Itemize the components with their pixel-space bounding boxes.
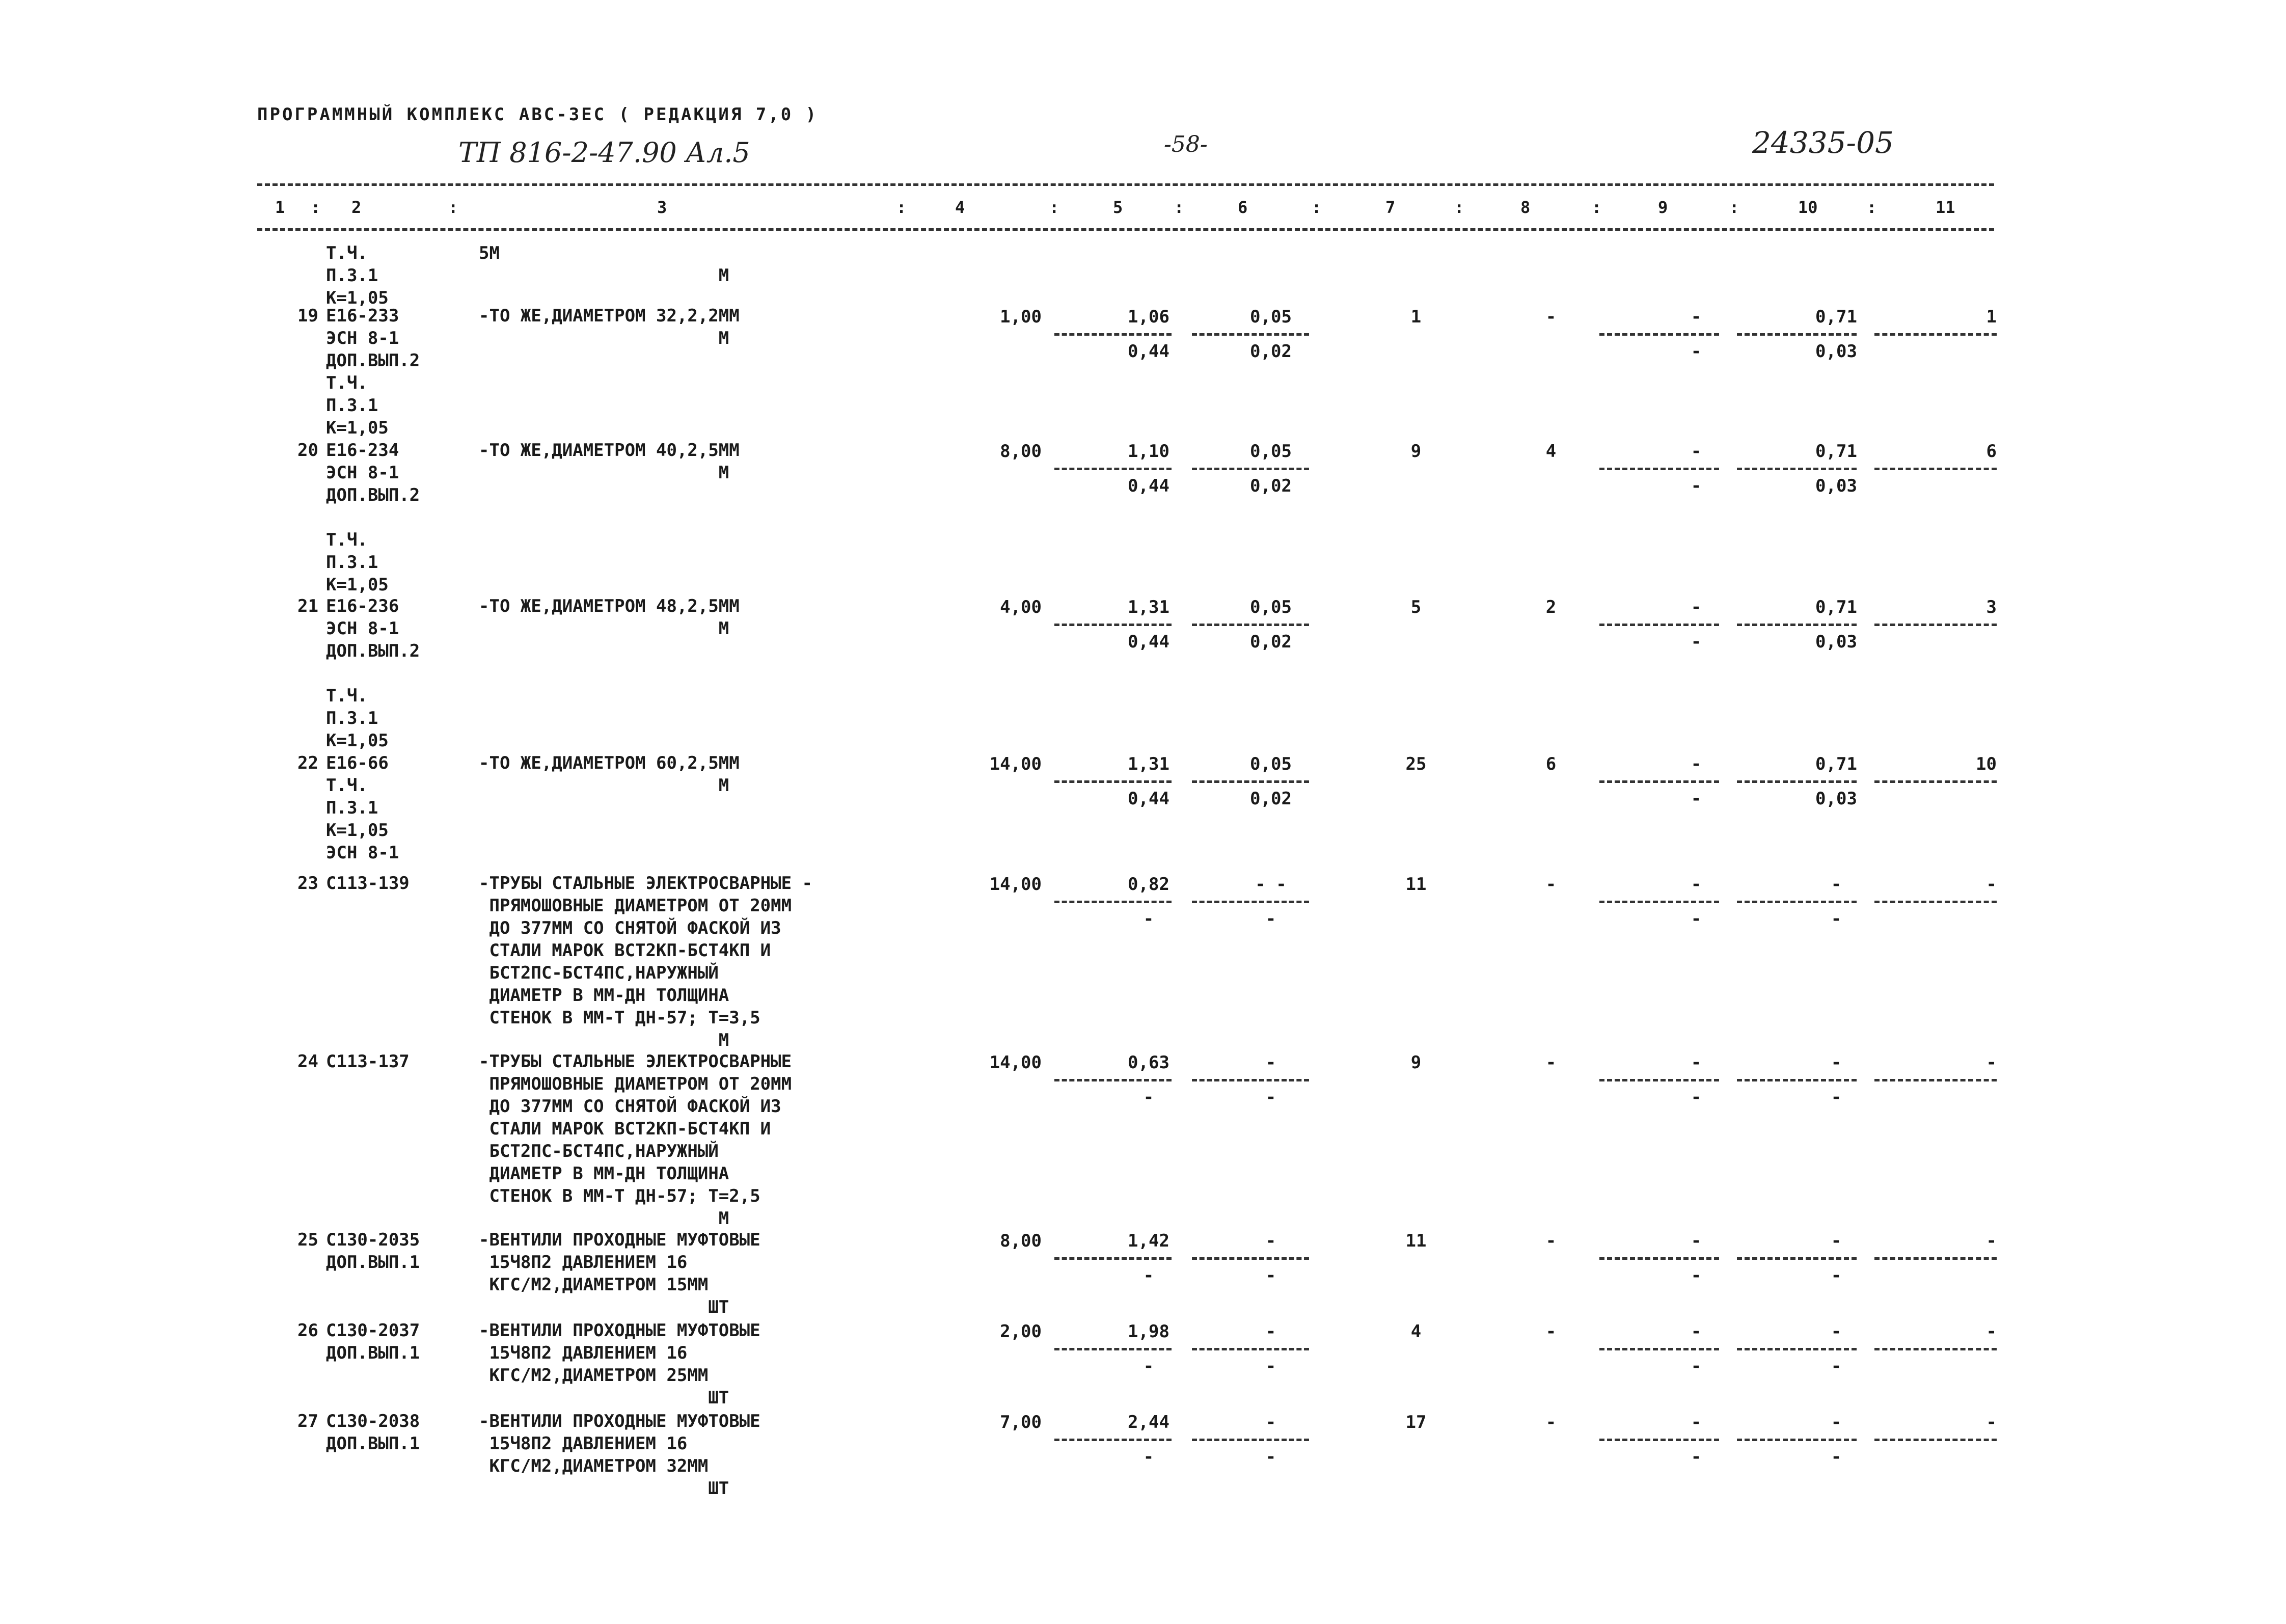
- cell-col11: 3: [1986, 597, 1997, 617]
- fraction-line: [1874, 468, 1997, 470]
- cell-col9-lower: -: [1691, 1447, 1702, 1467]
- cell-col4: 7,00: [1000, 1412, 1042, 1432]
- fraction-line: [1054, 1439, 1172, 1441]
- cell-col11: 1: [1986, 307, 1997, 327]
- fraction-line: [1737, 1079, 1857, 1081]
- cell-col10-lower: 0,03: [1815, 632, 1857, 652]
- cell-col7: 5: [1410, 597, 1422, 617]
- cell-col8: -: [1545, 307, 1557, 327]
- cell-col10: -: [1831, 1231, 1842, 1251]
- fraction-line: [1054, 1257, 1172, 1260]
- fraction-line: [1599, 1079, 1719, 1081]
- row-description: -ВЕНТИЛИ ПРОХОДНЫЕ МУФТОВЫЕ 15Ч8П2 ДАВЛЕНИЕМ 16 КГС/М2,ДИАМЕТРОМ 25ММ ШТ: [479, 1320, 760, 1408]
- fraction-line: [1054, 1348, 1172, 1350]
- row-number: 21: [297, 596, 318, 616]
- program-header: ПРОГРАММНЫЙ КОМПЛЕКС АВС-3ЕС ( РЕДАКЦИЯ 7,0 ): [257, 104, 819, 125]
- cell-col11: 6: [1986, 441, 1997, 462]
- cell-col5-lower: 0,44: [1128, 632, 1169, 652]
- cell-col9-lower: -: [1691, 789, 1702, 809]
- cell-col10-lower: -: [1831, 909, 1842, 929]
- cell-col10-lower: -: [1831, 1087, 1842, 1107]
- cell-col10: -: [1831, 874, 1842, 895]
- row-number: 24: [297, 1051, 318, 1072]
- row-code: С130-2038 ДОП.ВЫП.1: [326, 1411, 420, 1454]
- column-header-6: 6: [1238, 198, 1248, 217]
- row-code: Т.Ч. П.3.1 К=1,05: [326, 243, 389, 308]
- cell-col7: 11: [1405, 1231, 1427, 1251]
- page-number: -58-: [1164, 131, 1208, 157]
- cell-col6: -: [1265, 1321, 1276, 1342]
- column-header-8: 8: [1520, 198, 1531, 217]
- cell-col6-lower: 0,02: [1250, 632, 1292, 652]
- cell-col5: 0,82: [1128, 874, 1169, 895]
- cell-col6: -: [1265, 1412, 1276, 1432]
- row-description: -ВЕНТИЛИ ПРОХОДНЫЕ МУФТОВЫЕ 15Ч8П2 ДАВЛЕНИЕМ 16 КГС/М2,ДИАМЕТРОМ 15ММ ШТ: [479, 1230, 760, 1317]
- column-header-11: 11: [1936, 198, 1955, 217]
- cell-col6: -: [1265, 1231, 1276, 1251]
- fraction-line: [1599, 1257, 1719, 1260]
- row-code: С113-137: [326, 1051, 410, 1072]
- cell-col9: -: [1691, 307, 1702, 327]
- fraction-line: [1192, 901, 1309, 903]
- fraction-line: [1192, 780, 1309, 783]
- fraction-line: [1599, 333, 1719, 336]
- fraction-line: [1737, 901, 1857, 903]
- cell-col10: 0,71: [1815, 441, 1857, 462]
- cell-col7: 4: [1410, 1321, 1422, 1342]
- fraction-line: [1737, 1348, 1857, 1350]
- row-description: -ВЕНТИЛИ ПРОХОДНЫЕ МУФТОВЫЕ 15Ч8П2 ДАВЛЕНИЕМ 16 КГС/М2,ДИАМЕТРОМ 32ММ ШТ: [479, 1411, 760, 1499]
- cell-col4: 14,00: [989, 754, 1042, 774]
- cell-col9: -: [1691, 597, 1702, 617]
- fraction-line: [1192, 333, 1309, 336]
- document-number: 24335-05: [1752, 125, 1894, 160]
- cell-col6-lower: -: [1265, 1087, 1276, 1107]
- top-rule: [257, 183, 1994, 186]
- cell-col8: -: [1545, 1412, 1557, 1432]
- cell-col5: 2,44: [1128, 1412, 1169, 1432]
- cell-col6: -: [1265, 1052, 1276, 1073]
- cell-col9-lower: -: [1691, 1087, 1702, 1107]
- row-description: -ТРУБЫ СТАЛЬНЫЕ ЭЛЕКТРОСВАРНЫЕ ПРЯМОШОВНЫЕ ДИАМЕТРОМ ОТ 20ММ ДО 377ММ СО СНЯТОЙ ФАСКОЙ ИЗ СТАЛИ МАРОК ВСТ2КП-БСТ4КП И БСТ2ПС-БСТ4ПС,НАРУЖНЫЙ ДИАМЕТР В ММ-ДН ТОЛЩИНА СТЕНОК В ММ-Т ДН-57; Т=2,5 М: [479, 1051, 792, 1229]
- cell-col9-lower: -: [1691, 632, 1702, 652]
- column-header-4: 4: [955, 198, 965, 217]
- cell-col6: - -: [1255, 874, 1287, 895]
- cell-col11: -: [1986, 1052, 1997, 1073]
- fraction-line: [1599, 1348, 1719, 1350]
- fraction-line: [1599, 901, 1719, 903]
- cell-col8: -: [1545, 1231, 1557, 1251]
- cell-col10: -: [1831, 1321, 1842, 1342]
- cell-col10: 0,71: [1815, 307, 1857, 327]
- column-separator: :: [1867, 198, 1877, 217]
- header-rule: [257, 228, 1994, 231]
- cell-col8: -: [1545, 1321, 1557, 1342]
- fraction-line: [1054, 901, 1172, 903]
- cell-col5: 0,63: [1128, 1052, 1169, 1073]
- cell-col6: 0,05: [1250, 754, 1292, 774]
- cell-col10: -: [1831, 1052, 1842, 1073]
- column-separator: :: [311, 198, 321, 217]
- cell-col7: 11: [1405, 874, 1427, 895]
- column-separator: :: [896, 198, 907, 217]
- cell-col5: 1,31: [1128, 754, 1169, 774]
- cell-col9: -: [1691, 874, 1702, 895]
- fraction-line: [1054, 333, 1172, 336]
- fraction-line: [1599, 780, 1719, 783]
- cell-col4: 8,00: [1000, 1231, 1042, 1251]
- cell-col6-lower: 0,02: [1250, 341, 1292, 362]
- cell-col5: 1,42: [1128, 1231, 1169, 1251]
- fraction-line: [1737, 333, 1857, 336]
- row-description: -ТО ЖЕ,ДИАМЕТРОМ 32,2,2ММ М: [479, 306, 740, 348]
- fraction-line: [1599, 624, 1719, 626]
- fraction-line: [1874, 1079, 1997, 1081]
- cell-col10-lower: 0,03: [1815, 341, 1857, 362]
- cell-col11: -: [1986, 1321, 1997, 1342]
- cell-col10: 0,71: [1815, 754, 1857, 774]
- fraction-line: [1874, 780, 1997, 783]
- cell-col6-lower: 0,02: [1250, 476, 1292, 496]
- fraction-line: [1737, 468, 1857, 470]
- cell-col5-lower: -: [1143, 1265, 1154, 1286]
- fraction-line: [1192, 1257, 1309, 1260]
- fraction-line: [1054, 1079, 1172, 1081]
- row-code: Е16-236 ЭСН 8-1 ДОП.ВЫП.2 Т.Ч. П.3.1 К=1,05: [326, 596, 420, 751]
- column-separator: :: [1049, 198, 1059, 217]
- row-code: С113-139: [326, 873, 410, 894]
- cell-col5-lower: 0,44: [1128, 789, 1169, 809]
- cell-col5: 1,98: [1128, 1321, 1169, 1342]
- cell-col5-lower: 0,44: [1128, 476, 1169, 496]
- cell-col7: 1: [1410, 307, 1422, 327]
- column-separator: :: [1729, 198, 1739, 217]
- cell-col8: -: [1545, 874, 1557, 895]
- cell-col9: -: [1691, 1412, 1702, 1432]
- cell-col4: 14,00: [989, 1052, 1042, 1073]
- fraction-line: [1192, 1079, 1309, 1081]
- cell-col8: -: [1545, 1052, 1557, 1073]
- row-description: -ТО ЖЕ,ДИАМЕТРОМ 60,2,5ММ М: [479, 753, 740, 796]
- fraction-line: [1874, 1439, 1997, 1441]
- row-number: 20: [297, 440, 318, 461]
- cell-col6-lower: -: [1265, 909, 1276, 929]
- cell-col6: 0,05: [1250, 307, 1292, 327]
- cell-col5-lower: -: [1143, 1356, 1154, 1376]
- cell-col5-lower: -: [1143, 1087, 1154, 1107]
- cell-col9: -: [1691, 754, 1702, 774]
- fraction-line: [1874, 624, 1997, 626]
- fraction-line: [1054, 624, 1172, 626]
- cell-col4: 14,00: [989, 874, 1042, 895]
- fraction-line: [1054, 468, 1172, 470]
- cell-col10: 0,71: [1815, 597, 1857, 617]
- cell-col6-lower: -: [1265, 1356, 1276, 1376]
- column-header-5: 5: [1113, 198, 1123, 217]
- fraction-line: [1599, 468, 1719, 470]
- cell-col9-lower: -: [1691, 1265, 1702, 1286]
- cell-col7: 9: [1410, 1052, 1422, 1073]
- cell-col5: 1,10: [1128, 441, 1169, 462]
- fraction-line: [1192, 468, 1309, 470]
- cell-col6: 0,05: [1250, 441, 1292, 462]
- column-separator: :: [1312, 198, 1322, 217]
- fraction-line: [1737, 1439, 1857, 1441]
- cell-col7: 9: [1410, 441, 1422, 462]
- fraction-line: [1737, 780, 1857, 783]
- fraction-line: [1874, 333, 1997, 336]
- row-number: 26: [297, 1320, 318, 1341]
- row-number: 27: [297, 1411, 318, 1431]
- cell-col10-lower: 0,03: [1815, 476, 1857, 496]
- column-separator: :: [1174, 198, 1184, 217]
- row-description: -ТРУБЫ СТАЛЬНЫЕ ЭЛЕКТРОСВАРНЫЕ - ПРЯМОШОВНЫЕ ДИАМЕТРОМ ОТ 20ММ ДО 377ММ СО СНЯТОЙ ФАСКОЙ ИЗ СТАЛИ МАРОК ВСТ2КП-БСТ4КП И БСТ2ПС-БСТ4ПС,НАРУЖНЫЙ ДИАМЕТР В ММ-ДН ТОЛЩИНА СТЕНОК В ММ-Т ДН-57; Т=3,5 М: [479, 873, 813, 1050]
- cell-col10-lower: -: [1831, 1265, 1842, 1286]
- column-header-3: 3: [657, 198, 667, 217]
- fraction-line: [1874, 901, 1997, 903]
- column-header-2: 2: [351, 198, 362, 217]
- fraction-line: [1737, 624, 1857, 626]
- cell-col7: 25: [1405, 754, 1427, 774]
- fraction-line: [1874, 1257, 1997, 1260]
- column-separator: :: [448, 198, 458, 217]
- column-separator: :: [1592, 198, 1602, 217]
- cell-col8: 2: [1545, 597, 1557, 617]
- cell-col5-lower: 0,44: [1128, 341, 1169, 362]
- row-code: С130-2037 ДОП.ВЫП.1: [326, 1320, 420, 1363]
- cell-col9: -: [1691, 1231, 1702, 1251]
- row-code: Е16-66 Т.Ч. П.3.1 К=1,05 ЭСН 8-1: [326, 753, 399, 863]
- cell-col9: -: [1691, 441, 1702, 462]
- row-code: Е16-234 ЭСН 8-1 ДОП.ВЫП.2 Т.Ч. П.3.1 К=1,05: [326, 440, 420, 595]
- cell-col10-lower: -: [1831, 1356, 1842, 1376]
- column-header-10: 10: [1798, 198, 1818, 217]
- cell-col11: -: [1986, 1412, 1997, 1432]
- fraction-line: [1874, 1348, 1997, 1350]
- cell-col4: 2,00: [1000, 1321, 1042, 1342]
- cell-col7: 17: [1405, 1412, 1427, 1432]
- cell-col10-lower: 0,03: [1815, 789, 1857, 809]
- fraction-line: [1737, 1257, 1857, 1260]
- cell-col8: 6: [1545, 754, 1557, 774]
- row-code: С130-2035 ДОП.ВЫП.1: [326, 1230, 420, 1273]
- fraction-line: [1054, 780, 1172, 783]
- row-number: 25: [297, 1230, 318, 1250]
- fraction-line: [1192, 1348, 1309, 1350]
- row-number: 19: [297, 306, 318, 326]
- cell-col9-lower: -: [1691, 1356, 1702, 1376]
- cell-col4: 4,00: [1000, 597, 1042, 617]
- row-description: -ТО ЖЕ,ДИАМЕТРОМ 40,2,5ММ М: [479, 440, 740, 483]
- cell-col10-lower: -: [1831, 1447, 1842, 1467]
- cell-col6-lower: -: [1265, 1265, 1276, 1286]
- cell-col5: 1,06: [1128, 307, 1169, 327]
- cell-col4: 8,00: [1000, 441, 1042, 462]
- row-description: 5М М: [479, 243, 729, 286]
- cell-col10: -: [1831, 1412, 1842, 1432]
- cell-col11: -: [1986, 1231, 1997, 1251]
- document-code: ТП 816-2-47.90 Ал.5: [458, 137, 750, 169]
- fraction-line: [1599, 1439, 1719, 1441]
- row-description: -ТО ЖЕ,ДИАМЕТРОМ 48,2,5ММ М: [479, 596, 740, 639]
- cell-col6-lower: -: [1265, 1447, 1276, 1467]
- column-separator: :: [1454, 198, 1464, 217]
- fraction-line: [1192, 1439, 1309, 1441]
- row-number: 23: [297, 873, 318, 894]
- row-code: Е16-233 ЭСН 8-1 ДОП.ВЫП.2 Т.Ч. П.3.1 К=1,05: [326, 306, 420, 438]
- cell-col5: 1,31: [1128, 597, 1169, 617]
- cell-col5-lower: -: [1143, 909, 1154, 929]
- column-header-7: 7: [1385, 198, 1396, 217]
- cell-col9-lower: -: [1691, 909, 1702, 929]
- cell-col11: -: [1986, 874, 1997, 895]
- column-header-9: 9: [1658, 198, 1668, 217]
- cell-col9-lower: -: [1691, 476, 1702, 496]
- row-number: 22: [297, 753, 318, 773]
- cell-col4: 1,00: [1000, 307, 1042, 327]
- cell-col11: 10: [1976, 754, 1997, 774]
- cell-col9: -: [1691, 1052, 1702, 1073]
- cell-col9: -: [1691, 1321, 1702, 1342]
- cell-col5-lower: -: [1143, 1447, 1154, 1467]
- cell-col8: 4: [1545, 441, 1557, 462]
- column-header-1: 1: [275, 198, 285, 217]
- cell-col6: 0,05: [1250, 597, 1292, 617]
- cell-col6-lower: 0,02: [1250, 789, 1292, 809]
- cell-col9-lower: -: [1691, 341, 1702, 362]
- fraction-line: [1192, 624, 1309, 626]
